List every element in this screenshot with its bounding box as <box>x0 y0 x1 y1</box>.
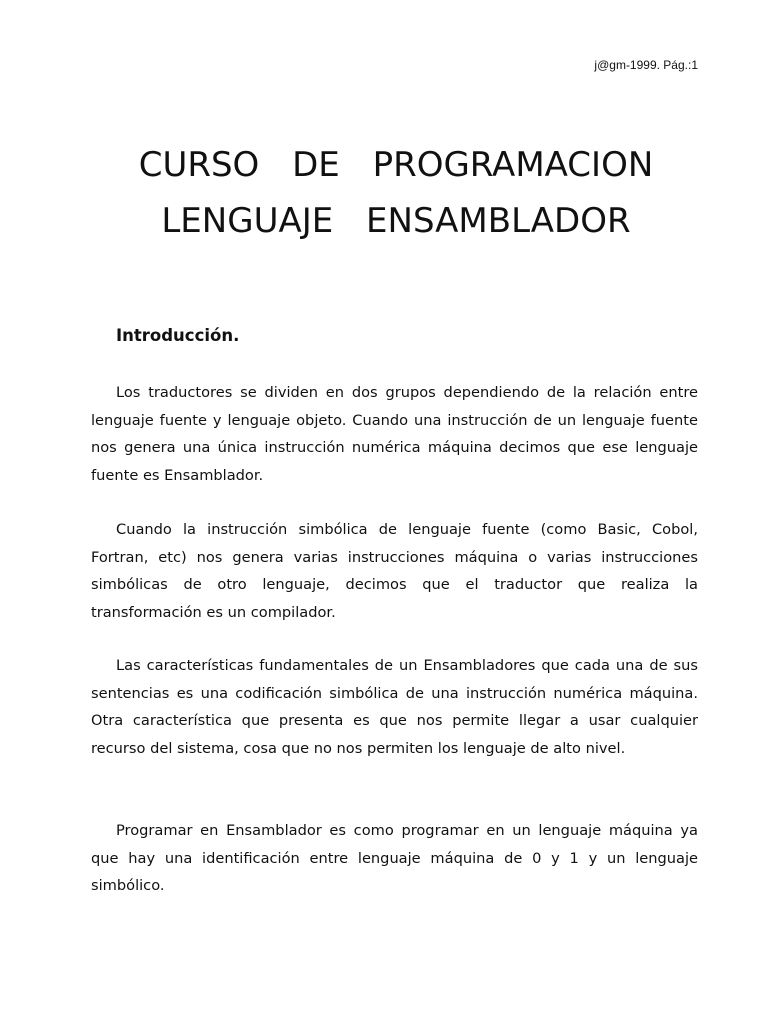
paragraph-1: Los traductores se dividen en dos grupos dependiendo de la relación entre lenguaje fuente y lenguaje objeto. Cuando una instrucción de un lenguaje fuente nos genera una única instrucción numérica máquina decimos que ese lenguaje fuente es Ensamblador. <box>91 384 698 484</box>
page-header-reference: j@gm-1999. Pág.:1 <box>594 58 698 72</box>
paragraph-3: Las características fundamentales de un Ensambladores que cada una de sus sentencias es una codificación simbólica de una instrucción numérica máquina. Otra característica que presenta es que nos permite llegar a usar cualquier recurso del sistema, cosa que no nos permiten los lenguaje de alto nivel. <box>91 657 698 757</box>
document-title-line-2: LENGUAJE ENSAMBLADOR <box>161 201 631 241</box>
section-heading-introduccion: Introducción. <box>116 326 240 345</box>
paragraph-2: Cuando la instrucción simbólica de lenguaje fuente (como Basic, Cobol, Fortran, etc) nos genera varias instrucciones máquina o varias instrucciones simbólicas de otro lenguaje, decimos que el traductor que realiza la transformación es un compilador. <box>91 521 698 621</box>
document-title-line-1: CURSO DE PROGRAMACION <box>138 145 654 185</box>
paragraph-4: Programar en Ensamblador es como programar en un lenguaje máquina ya que hay una identificación entre lenguaje máquina de 0 y 1 y un lenguaje simbólico. <box>91 822 698 895</box>
